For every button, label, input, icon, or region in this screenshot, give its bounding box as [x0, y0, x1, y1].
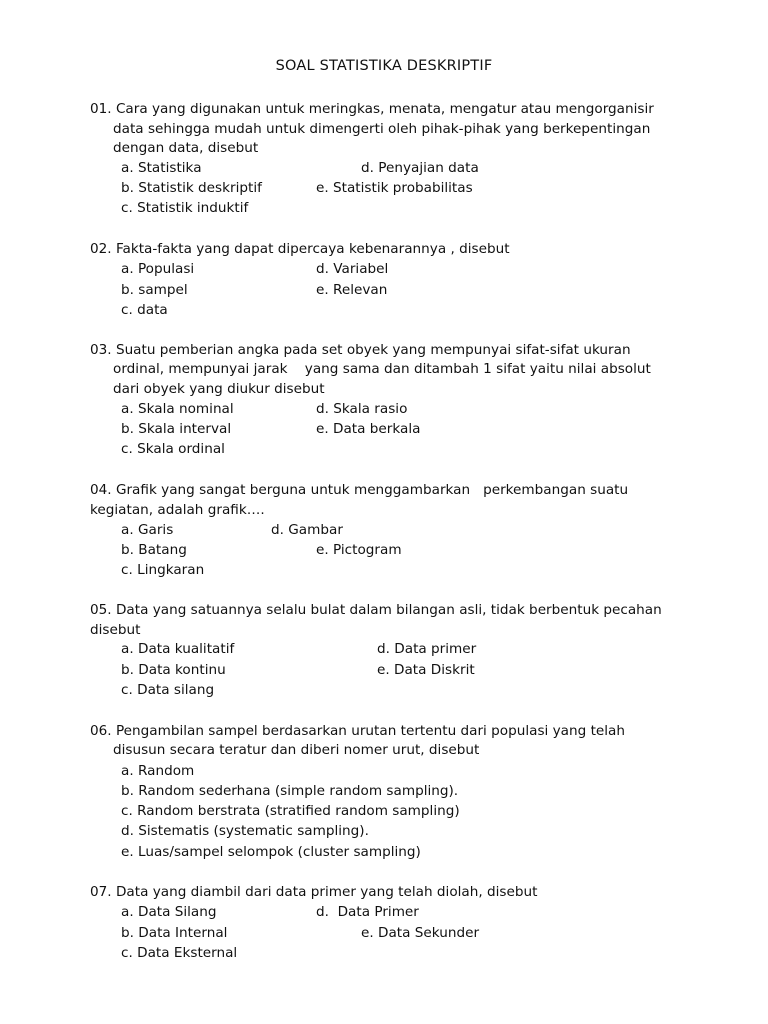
- question-06-stem-line-1: 06. Pengambilan sampel berdasarkan urutan tertentu dari populasi yang telah: [90, 723, 625, 739]
- question-04-option-c: c. Lingkaran: [121, 562, 205, 578]
- question-04-option-e: e. Pictogram: [316, 542, 402, 558]
- question-05-stem-line-1: 05. Data yang satuannya selalu bulat dalam bilangan asli, tidak berbentuk pecahan: [90, 602, 662, 618]
- question-04-stem-line-1: 04. Grafik yang sangat berguna untuk menggambarkan perkembangan suatu: [90, 482, 629, 498]
- question-02-option-c: c. data: [121, 302, 168, 318]
- question-03-option-d: d. Skala rasio: [316, 401, 408, 417]
- question-06-option-c: c. Random berstrata (stratified random sampling): [121, 803, 460, 819]
- question-04-option-a: a. Garis: [121, 522, 174, 538]
- question-02-option-b: b. sampel: [121, 282, 188, 298]
- question-01-option-a: a. Statistika: [121, 160, 202, 176]
- document-title: SOAL STATISTIKA DESKRIPTIF: [275, 58, 493, 74]
- question-01-stem-line-3: dengan data, disebut: [113, 140, 259, 156]
- question-04-option-d: d. Gambar: [271, 522, 343, 538]
- question-06-stem-line-2: disusun secara teratur dan diberi nomer urut, disebut: [113, 742, 480, 758]
- question-07-option-b: b. Data Internal: [121, 925, 228, 941]
- question-03-stem-line-1: 03. Suatu pemberian angka pada set obyek yang mempunyai sifat-sifat ukuran: [90, 342, 631, 358]
- question-06-option-b: b. Random sederhana (simple random sampling).: [121, 783, 459, 799]
- question-05-option-d: d. Data primer: [377, 641, 477, 657]
- question-03-option-b: b. Skala interval: [121, 421, 232, 437]
- question-01-option-d: d. Penyajian data: [361, 160, 479, 176]
- question-07-option-d: d. Data Primer: [316, 904, 419, 920]
- question-02-option-a: a. Populasi: [121, 261, 195, 277]
- question-05-option-b: b. Data kontinu: [121, 662, 226, 678]
- question-01-option-e: e. Statistik probabilitas: [316, 180, 473, 196]
- question-07-option-e: e. Data Sekunder: [361, 925, 480, 941]
- question-03-stem-line-2: ordinal, mempunyai jarak yang sama dan ditambah 1 sifat yaitu nilai absolut: [113, 361, 651, 377]
- question-04-option-b: b. Batang: [121, 542, 187, 558]
- question-01-option-c: c. Statistik induktif: [121, 200, 249, 216]
- question-04-stem-line-2: kegiatan, adalah grafik….: [90, 502, 265, 518]
- question-06-option-e: e. Luas/sampel selompok (cluster sampling): [121, 844, 421, 860]
- question-07-option-a: a. Data Silang: [121, 904, 217, 920]
- question-01-stem-line-2: data sehingga mudah untuk dimengerti oleh pihak-pihak yang berkepentingan: [113, 121, 651, 137]
- question-03-stem-line-3: dari obyek yang diukur disebut: [113, 381, 325, 397]
- question-06-option-d: d. Sistematis (systematic sampling).: [121, 823, 369, 839]
- question-03-option-a: a. Skala nominal: [121, 401, 234, 417]
- question-05-option-e: e. Data Diskrit: [377, 662, 475, 678]
- question-01-stem-line-1: 01. Cara yang digunakan untuk meringkas, menata, mengatur atau mengorganisir: [90, 101, 654, 117]
- question-01-option-b: b. Statistik deskriptif: [121, 180, 262, 196]
- question-05-option-a: a. Data kualitatif: [121, 641, 235, 657]
- question-05-option-c: c. Data silang: [121, 682, 215, 698]
- question-03-option-c: c. Skala ordinal: [121, 441, 225, 457]
- question-07-option-c: c. Data Eksternal: [121, 945, 238, 961]
- question-05-stem-line-2: disebut: [90, 622, 141, 638]
- question-02-stem-line-1: 02. Fakta-fakta yang dapat dipercaya kebenarannya , disebut: [90, 241, 510, 257]
- question-06-option-a: a. Random: [121, 763, 195, 779]
- question-03-option-e: e. Data berkala: [316, 421, 421, 437]
- question-02-option-e: e. Relevan: [316, 282, 388, 298]
- question-02-option-d: d. Variabel: [316, 261, 389, 277]
- question-07-stem-line-1: 07. Data yang diambil dari data primer yang telah diolah, disebut: [90, 884, 538, 900]
